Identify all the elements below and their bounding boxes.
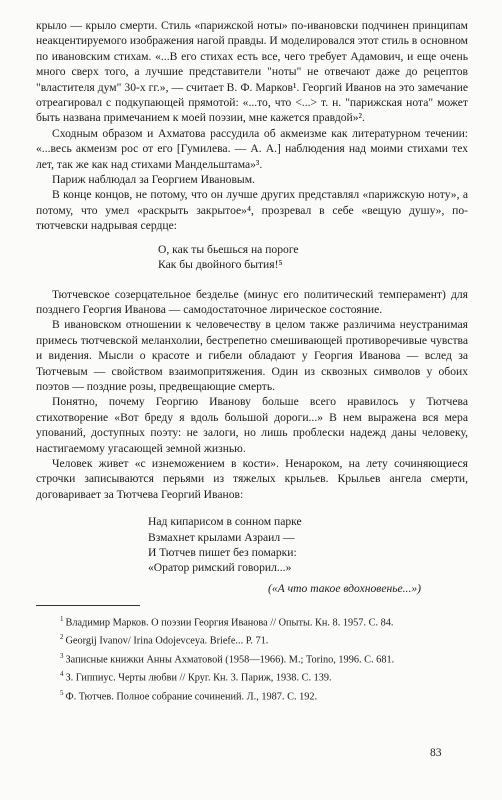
footnote: $^3$ Записные книжки Анны Ахматовой (1958—1966). М.; Torino, 1996. С. 681. (60, 651, 395, 666)
footnote: $^5$ Ф. Тютчев. Полное собрание сочинений. Л., 1987. С. 192. (60, 688, 318, 702)
verse-line: Как бы двойного бытия!⁵ (158, 258, 283, 272)
verse-line: «Оратор римский говорил...» (148, 561, 292, 575)
paragraph: Человек живет «с изнеможением в кости». Ненароком, на лету сочиняющиеся строчки записываются перьями из тяжелых крыльев. Крыльев ангела смерти, договаривает за Тютчева Георгий Иванов: (36, 456, 468, 501)
paragraph: В конце концов, не потому, что он лучше других представлял «парижскую ноту», а потому, что умел «раскрыть закрытое»⁴, прозревал в себе «вещую душу», по-тютчевски надрывая сердце: (36, 188, 468, 233)
page-number: 83 (430, 746, 442, 759)
verse-line: О, как ты бьешься на пороге (158, 242, 299, 256)
paragraph: Сходным образом и Ахматова рассудила об акмеизме как литературном течении: «...весь акмеизм рос от его [Гумилева. — А. А.] наблюдения над моими стихами тех лет, так же как над стихами Мандельштама»³. (36, 126, 468, 171)
verse-line: И Тютчев пишет без помарки: (148, 546, 297, 559)
book-page (36, 18, 468, 704)
footnotes (36, 612, 468, 704)
paragraph: В ивановском отношении к человечеству в целом также различима неустранимая примесь тютчевской меланхолии, бестрепетно смешивающей противоречивые чувства и видения. Мысли о красоте и гибели обладают у Георгия Иванова — вслед за Тютчевым — свойством взаимопритяжения. Один из сквозных символов у обоих поэтов — поздние розы, предвещающие смерть. (36, 318, 468, 393)
paragraph: Тютчевское созерцательное безделье (минус его политический темперамент) для позднего Георгия Иванова — самодостаточное лирическое состояние. (36, 287, 468, 316)
verse-line: Взмахнет крылами Азраил — (148, 530, 295, 544)
verse-attribution: («А что такое вдохновенье...») (268, 581, 422, 595)
paragraph: крыло — крыло смерти. Стиль «парижской ноты» по-ивановски подчинен принципам неакцентируемого изображения нагой правды. И моделировался этот стиль в основном по ивановским стихам. «...В его стихах есть все, чего требует Адамович, и еще очень много сверх того, а лучшие представители "ноты" не отвечают даже до рецептов "властителя дум" 30-х гг.», — считает В. Ф. Марков¹. Георгий Иванов на это замечание отреагировал с подкупающей прямотой: «...то, что <...> т. н. "парижская нота" может быть названа примечанием к моей поэзии, мне кажется правдой»². (36, 19, 468, 125)
footnote-divider (36, 605, 140, 606)
paragraph: Понятно, почему Георгию Иванову больше всего нравилось у Тютчева стихотворение «Вот бреду я вдоль большой дороги...» В нем выражена вся мера упований, доступных поэту: не залоги, но лишь проблески надежд даны человеку, настигаемому угасающей земной жизнью. (36, 395, 468, 455)
footnote: $^4$ З. Гиппиус. Черты любви // Круг. Кн. 3. Париж, 1938. С. 139. (60, 670, 332, 684)
footnote: $^1$ Владимир Марков. О поэзии Георгия Иванова // Опыты. Кн. 8. 1957. С. 84. (60, 614, 394, 629)
footnote: $^2$ Georgij Ivanov/ Irina Odojevceya. Briefe... P. 71. (60, 633, 269, 647)
verse-quote (158, 242, 468, 273)
verse-quote (148, 514, 468, 576)
verse-line: Над кипарисом в сонном парке (148, 515, 302, 529)
paragraph: Париж наблюдал за Георгием Ивановым. (52, 173, 255, 187)
